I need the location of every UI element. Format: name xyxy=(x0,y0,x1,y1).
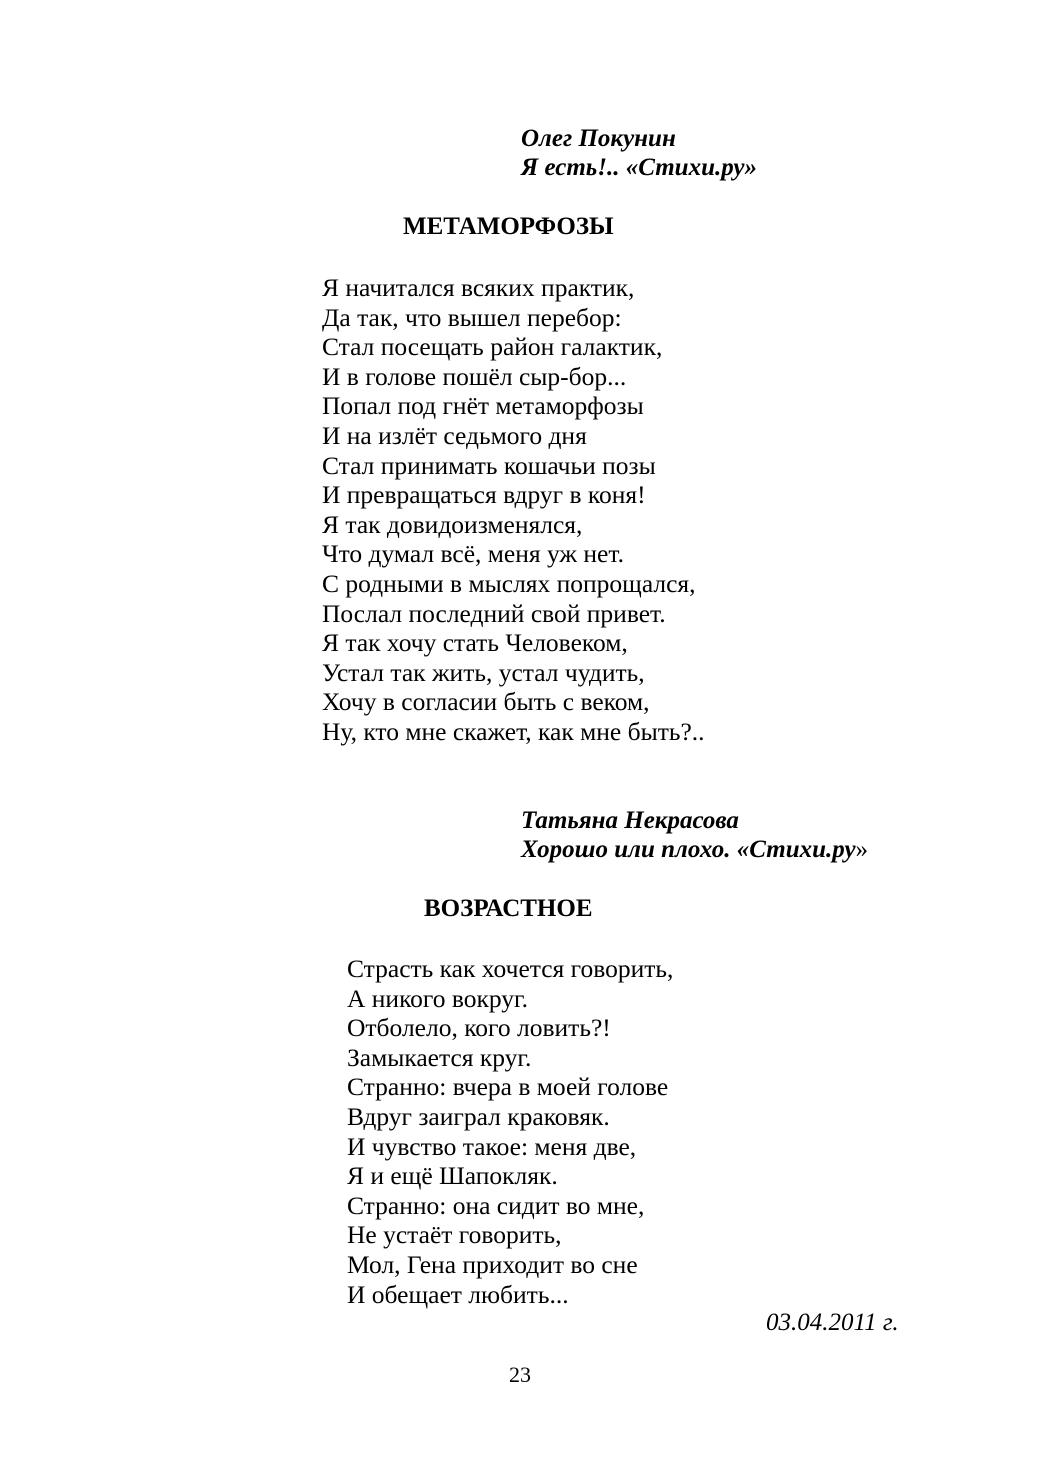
poem1-line: С родными в мыслях попрощался, xyxy=(322,568,696,598)
poem2-body xyxy=(347,954,673,1309)
poem1-line: Ну, кто мне скажет, как мне быть?.. xyxy=(322,716,705,746)
poem1-title: МЕТАМОРФОЗЫ xyxy=(403,213,614,240)
poem2-author: Татьяна Некрасова xyxy=(521,807,739,834)
poem2-line: И чувство такое: меня две, xyxy=(347,1131,637,1161)
poem2-line: Странно: вчера в моей голове xyxy=(347,1072,669,1102)
poem1-line: Я так хочу стать Человеком, xyxy=(322,628,628,658)
poem2-line: Странно: она сидит во мне, xyxy=(347,1190,645,1220)
poem2-line: Замыкается круг. xyxy=(347,1042,532,1072)
poem2-source-main: Хорошо или плохо. «Стихи.ру xyxy=(521,836,856,863)
poem2-line: А никого вокруг. xyxy=(347,983,529,1013)
poem2-line: Отболело, кого ловить?! xyxy=(347,1013,611,1043)
poem1-author: Олег Покунин xyxy=(521,125,676,152)
poem2-date: 03.04.2011 г. xyxy=(766,1309,899,1336)
poem1-line: Устал так жить, устал чудить, xyxy=(322,657,645,687)
poem1-line: И в голове пошёл сыр-бор... xyxy=(322,361,627,391)
poem1-line: Я так довидоизменялся, xyxy=(322,509,583,539)
poem1-line: Послал последний свой привет. xyxy=(322,598,666,628)
poem2-line: И обещает любить... xyxy=(347,1279,569,1309)
poem1-line: Попал под гнёт метаморфозы xyxy=(322,391,644,421)
poem1-line: Хочу в согласии быть с веком, xyxy=(322,687,650,717)
poem2-attribution xyxy=(521,806,868,864)
poem1-line: И на излёт седьмого дня xyxy=(322,420,587,450)
poem1-attribution xyxy=(521,124,757,182)
poem2-title: ВОЗРАСТНОЕ xyxy=(424,895,593,922)
poem1-line: Стал принимать кошачьи позы xyxy=(322,450,656,480)
poem1-line: Стал посещать район галактик, xyxy=(322,332,663,362)
page-number: 23 xyxy=(509,1362,531,1387)
poem2-line: Я и ещё Шапокляк. xyxy=(347,1161,558,1191)
poem2-line: Не устаёт говорить, xyxy=(347,1220,562,1250)
poem1-line: Я начитался всяких практик, xyxy=(322,273,635,302)
poem2-line: Вдруг заиграл краковяк. xyxy=(347,1101,610,1131)
poem2-source xyxy=(521,835,868,864)
poem1-line: Да так, что вышел перебор: xyxy=(322,302,622,332)
poem2-line: Страсть как хочется говорить, xyxy=(347,954,674,983)
poem1-body xyxy=(322,273,705,747)
poem2-line: Мол, Гена приходит во сне xyxy=(347,1249,638,1279)
poem1-line: И превращаться вдруг в коня! xyxy=(322,480,646,510)
poem1-source: Я есть!.. «Стихи.ру» xyxy=(521,154,757,181)
poem1-line: Что думал всё, меня уж нет. xyxy=(322,539,624,569)
poem2-source-close-quote: » xyxy=(855,836,869,863)
